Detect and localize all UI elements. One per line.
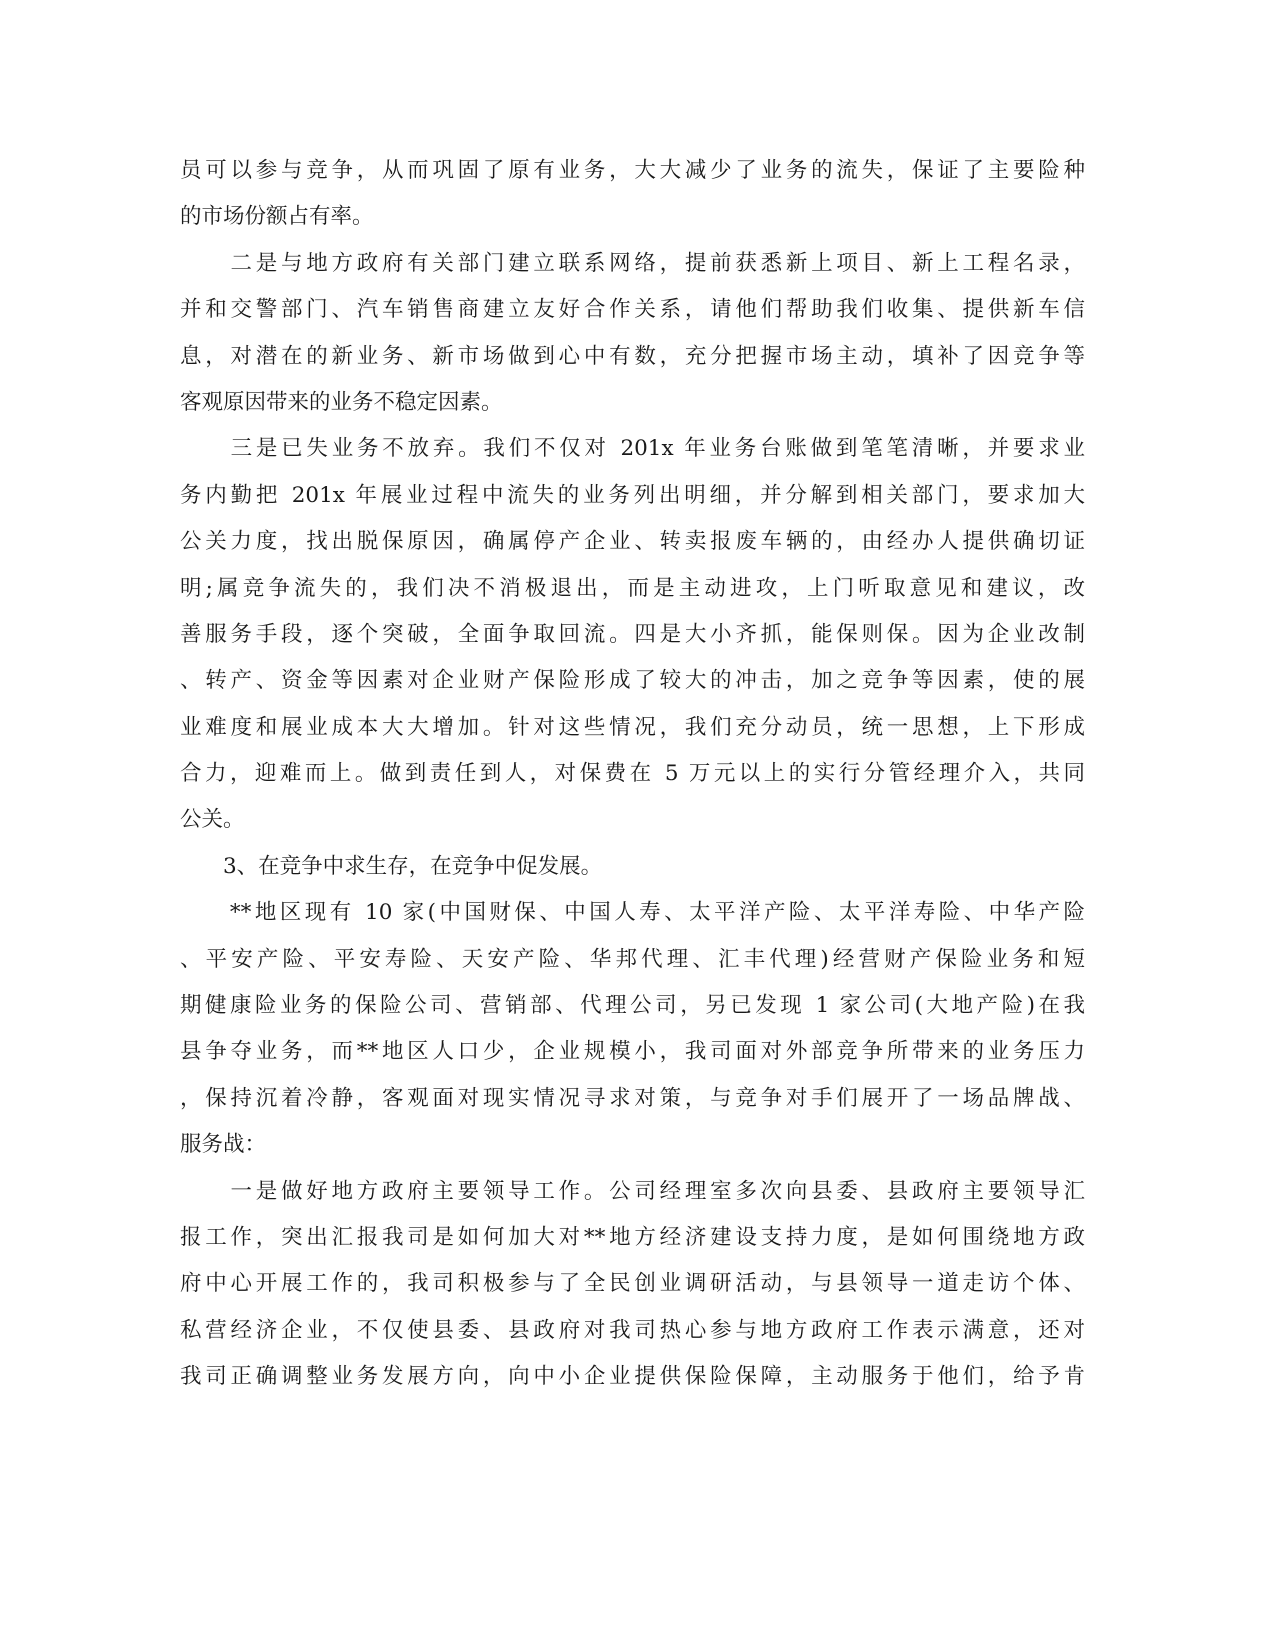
text-line: 业难度和展业成本大大增加。针对这些情况，我们充分动员，统一思想，上下形成 <box>180 714 1085 740</box>
text-line: 三是已失业务不放弃。我们不仅对 201x 年业务台账做到笔笔清晰，并要求业 <box>180 436 1085 462</box>
text-line: 3、在竞争中求生存，在竞争中促发展。 <box>180 853 603 879</box>
text-line: **地区现有 10 家(中国财保、中国人寿、太平洋产险、太平洋寿险、中华产险 <box>180 900 1085 926</box>
text-line: 并和交警部门、汽车销售商建立友好合作关系，请他们帮助我们收集、提供新车信 <box>180 297 1085 323</box>
text-line: 客观原因带来的业务不稳定因素。 <box>180 389 503 415</box>
text-line: 公关力度，找出脱保原因，确属停产企业、转卖报废车辆的，由经办人提供确切证 <box>180 529 1085 555</box>
text-line: 县争夺业务，而**地区人口少，企业规模小，我司面对外部竞争所带来的业务压力 <box>180 1039 1085 1065</box>
text-line: 期健康险业务的保险公司、营销部、代理公司，另已发现 1 家公司(大地产险)在我 <box>180 993 1085 1019</box>
text-line: 务内勤把 201x 年展业过程中流失的业务列出明细，并分解到相关部门，要求加大 <box>180 482 1085 508</box>
text-line: 、转产、资金等因素对企业财产保险形成了较大的冲击，加之竞争等因素，使的展 <box>180 668 1085 694</box>
text-line: 善服务手段，逐个突破，全面争取回流。四是大小齐抓，能保则保。因为企业改制 <box>180 621 1085 647</box>
text-line: 息，对潜在的新业务、新市场做到心中有数，充分把握市场主动，填补了因竞争等 <box>180 343 1085 369</box>
body-text <box>180 148 1085 1401</box>
text-line: ，保持沉着冷静，客观面对现实情况寻求对策，与竞争对手们展开了一场品牌战、 <box>180 1085 1085 1111</box>
text-line: 合力，迎难而上。做到责任到人，对保费在 5 万元以上的实行分管经理介入，共同 <box>180 761 1085 787</box>
text-line: 、平安产险、平安寿险、天安产险、华邦代理、汇丰代理)经营财产保险业务和短 <box>180 946 1085 972</box>
text-line: 私营经济企业，不仅使县委、县政府对我司热心参与地方政府工作表示满意，还对 <box>180 1317 1085 1343</box>
text-line: 的市场份额占有率。 <box>180 204 374 230</box>
text-line: 员可以参与竞争，从而巩固了原有业务，大大减少了业务的流失，保证了主要险种 <box>180 158 1085 183</box>
document-page <box>180 148 1085 1401</box>
text-line: 公关。 <box>180 807 245 833</box>
text-line: 明;属竞争流失的，我们决不消极退出，而是主动进攻，上门听取意见和建议，改 <box>180 575 1085 601</box>
text-line: 府中心开展工作的，我司积极参与了全民创业调研活动，与县领导一道走访个体、 <box>180 1271 1085 1297</box>
text-line: 报工作，突出汇报我司是如何加大对**地方经济建设支持力度，是如何围绕地方政 <box>180 1224 1085 1250</box>
text-line: 我司正确调整业务发展方向，向中小企业提供保险保障，主动服务于他们，给予肯 <box>180 1364 1085 1390</box>
text-line: 服务战： <box>180 1132 267 1158</box>
text-line: 一是做好地方政府主要领导工作。公司经理室多次向县委、县政府主要领导汇 <box>180 1178 1085 1204</box>
text-line: 二是与地方政府有关部门建立联系网络，提前获悉新上项目、新上工程名录， <box>180 250 1085 276</box>
